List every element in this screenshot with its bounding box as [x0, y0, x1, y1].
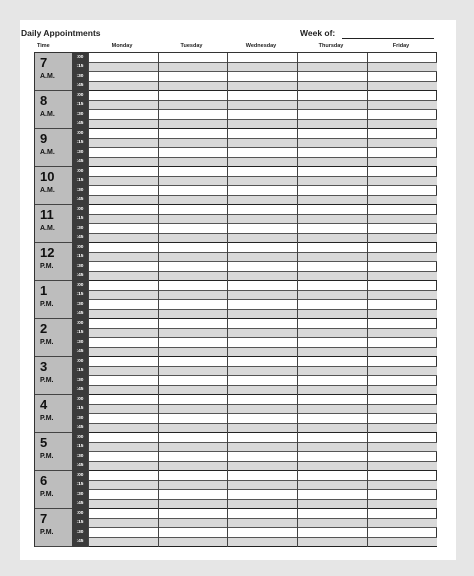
hour-number: 4: [40, 397, 48, 412]
minute-label: :15: [76, 216, 84, 221]
appointment-row[interactable]: [88, 291, 437, 301]
hour-period: A.M.: [40, 225, 55, 232]
minute-label: :15: [76, 520, 84, 525]
appointment-row[interactable]: [88, 167, 437, 177]
hour-cell: [35, 243, 72, 281]
appointment-row[interactable]: [88, 120, 437, 130]
appointment-row[interactable]: [88, 519, 437, 529]
day-header-tuesday: Tuesday: [180, 43, 203, 49]
day-header-monday: Monday: [111, 43, 133, 49]
appointment-row[interactable]: [88, 139, 437, 149]
appointment-row[interactable]: [88, 414, 437, 424]
minute-label: :00: [76, 434, 84, 440]
appointment-row[interactable]: [88, 262, 437, 272]
appointment-row[interactable]: [88, 500, 437, 510]
minute-label: :30: [76, 111, 84, 117]
hour-cell: [35, 357, 72, 395]
minute-label: :15: [76, 254, 84, 259]
appointment-row[interactable]: [88, 329, 437, 339]
minute-label: :00: [76, 358, 84, 364]
appointment-row[interactable]: [88, 443, 437, 453]
day-column-divider: [158, 53, 159, 547]
appointment-row[interactable]: [88, 310, 437, 320]
minute-label: :45: [76, 311, 84, 316]
appointment-row[interactable]: [88, 129, 437, 139]
minute-label: :00: [76, 206, 84, 212]
minute-label: :00: [76, 510, 84, 516]
day-column-divider: [367, 53, 368, 547]
minute-label: :45: [76, 83, 84, 88]
hour-cell: [35, 319, 72, 357]
page-title: Daily Appointments: [21, 28, 101, 38]
minute-label: :15: [76, 444, 84, 449]
hour-cell: [35, 433, 72, 471]
appointment-row[interactable]: [88, 196, 437, 206]
minute-label: :45: [76, 159, 84, 164]
minute-label: :00: [76, 54, 84, 60]
appointment-row[interactable]: [88, 528, 437, 538]
minute-label: :30: [76, 377, 84, 383]
hour-number: 7: [40, 55, 48, 70]
minute-label: :15: [76, 102, 84, 107]
minute-label: :30: [76, 225, 84, 231]
minute-label: :30: [76, 263, 84, 269]
hour-period: P.M.: [40, 339, 54, 346]
time-column-header: Time: [37, 43, 50, 49]
appointment-row[interactable]: [88, 72, 437, 82]
minute-label: :45: [76, 235, 84, 240]
day-header-wednesday: Wednesday: [245, 43, 277, 49]
appointment-row[interactable]: [88, 91, 437, 101]
week-of-line: [342, 38, 434, 39]
minute-label: :00: [76, 130, 84, 136]
appointment-row[interactable]: [88, 395, 437, 405]
appointment-row[interactable]: [88, 272, 437, 282]
minute-label: :15: [76, 64, 84, 69]
minute-label: :45: [76, 349, 84, 354]
hour-cell: [35, 395, 72, 433]
minute-label: :30: [76, 491, 84, 497]
minute-label: :00: [76, 282, 84, 288]
hour-number: 12: [40, 245, 55, 260]
appointment-row[interactable]: [88, 452, 437, 462]
hour-cell: [35, 167, 72, 205]
hour-cell: [35, 91, 72, 129]
minute-label: :15: [76, 330, 84, 335]
appointment-row[interactable]: [88, 101, 437, 111]
minute-label: :45: [76, 539, 84, 544]
appointment-row[interactable]: [88, 177, 437, 187]
hour-period: A.M.: [40, 73, 55, 80]
appointment-row[interactable]: [88, 82, 437, 92]
hour-period: P.M.: [40, 415, 54, 422]
hour-period: A.M.: [40, 187, 55, 194]
hour-number: 10: [40, 169, 55, 184]
appointment-row[interactable]: [88, 424, 437, 434]
appointment-row[interactable]: [88, 215, 437, 225]
minute-label: :30: [76, 339, 84, 345]
hour-number: 11: [40, 207, 54, 222]
appointment-row[interactable]: [88, 509, 437, 519]
hour-number: 2: [40, 321, 48, 336]
appointment-row[interactable]: [88, 205, 437, 215]
hour-number: 9: [40, 131, 48, 146]
minute-label: :00: [76, 320, 84, 326]
week-of-label: Week of:: [300, 28, 336, 38]
minute-label: :15: [76, 178, 84, 183]
hour-number: 5: [40, 435, 48, 450]
appointment-grid: [34, 52, 437, 547]
minute-label: :15: [76, 292, 84, 297]
hour-period: P.M.: [40, 453, 54, 460]
minute-label: :30: [76, 529, 84, 535]
appointment-row[interactable]: [88, 300, 437, 310]
appointment-row[interactable]: [88, 253, 437, 263]
appointment-row[interactable]: [88, 357, 437, 367]
minute-label: :15: [76, 140, 84, 145]
minute-label: :15: [76, 406, 84, 411]
hour-number: 8: [40, 93, 48, 108]
day-column-divider: [88, 53, 89, 547]
minute-label: :00: [76, 244, 84, 250]
appointment-row[interactable]: [88, 110, 437, 120]
appointment-row[interactable]: [88, 186, 437, 196]
minute-label: :00: [76, 168, 84, 174]
appointment-row[interactable]: [88, 243, 437, 253]
appointment-row[interactable]: [88, 319, 437, 329]
appointment-row[interactable]: [88, 462, 437, 472]
minute-label: :45: [76, 121, 84, 126]
appointment-row[interactable]: [88, 224, 437, 234]
hour-cell: [35, 53, 72, 91]
appointment-row[interactable]: [88, 281, 437, 291]
minute-label: :15: [76, 482, 84, 487]
hour-number: 6: [40, 473, 48, 488]
hour-cell: [35, 281, 72, 319]
minute-label: :00: [76, 396, 84, 402]
appointment-row[interactable]: [88, 376, 437, 386]
minute-label: :45: [76, 387, 84, 392]
hour-cell: [35, 509, 72, 547]
appointment-row[interactable]: [88, 386, 437, 396]
appointment-row[interactable]: [88, 63, 437, 73]
minute-label: :30: [76, 73, 84, 79]
minute-label: :45: [76, 425, 84, 430]
minute-label: :45: [76, 273, 84, 278]
appointment-row[interactable]: [88, 348, 437, 358]
minute-label: :30: [76, 453, 84, 459]
appointment-row[interactable]: [88, 405, 437, 415]
appointment-row[interactable]: [88, 338, 437, 348]
appointment-row[interactable]: [88, 433, 437, 443]
day-header-thursday: Thursday: [318, 43, 344, 49]
hour-cell: [35, 471, 72, 509]
hour-period: P.M.: [40, 491, 54, 498]
hour-period: P.M.: [40, 263, 54, 270]
hour-period: P.M.: [40, 529, 54, 536]
minute-label: :00: [76, 472, 84, 478]
minute-label: :00: [76, 92, 84, 98]
appointment-row[interactable]: [88, 538, 437, 548]
minute-label: :15: [76, 368, 84, 373]
day-header-friday: Friday: [392, 43, 410, 49]
hour-cell: [35, 205, 72, 243]
hour-period: P.M.: [40, 377, 54, 384]
hour-number: 1: [40, 283, 48, 298]
hour-period: A.M.: [40, 149, 55, 156]
appointment-row[interactable]: [88, 490, 437, 500]
hour-number: 3: [40, 359, 48, 374]
appointment-row[interactable]: [88, 471, 437, 481]
appointment-row[interactable]: [88, 53, 437, 63]
day-column-divider: [297, 53, 298, 547]
appointment-row[interactable]: [88, 481, 437, 491]
minute-label: :30: [76, 187, 84, 193]
day-column-divider: [227, 53, 228, 547]
minute-label: :30: [76, 149, 84, 155]
minute-label: :45: [76, 197, 84, 202]
hour-period: P.M.: [40, 301, 54, 308]
minute-label: :45: [76, 463, 84, 468]
appointment-row[interactable]: [88, 234, 437, 244]
minute-label: :30: [76, 301, 84, 307]
appointment-row[interactable]: [88, 148, 437, 158]
hour-number: 7: [40, 511, 48, 526]
minute-label: :30: [76, 415, 84, 421]
minute-label: :45: [76, 501, 84, 506]
appointment-row[interactable]: [88, 367, 437, 377]
hour-period: A.M.: [40, 111, 55, 118]
appointment-row[interactable]: [88, 158, 437, 168]
hour-cell: [35, 129, 72, 167]
